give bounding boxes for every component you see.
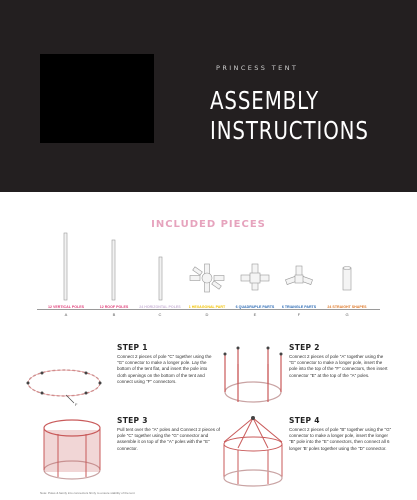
pieces-divider	[37, 309, 380, 310]
part-label-f: 6 TRIANGLE PARTS	[281, 305, 317, 309]
part-label-b: 12 ROOF POLES	[99, 305, 129, 309]
part-letter-d: D	[205, 312, 209, 317]
step-1-diagram	[22, 355, 108, 407]
step-4-diagram	[218, 414, 288, 490]
title-line-1: ASSEMBLY	[210, 86, 320, 115]
part-b-roof-pole-icon	[112, 240, 115, 300]
step-4-text: Connect 2 pieces of pole "B" together using the "G" connector to make a longer pole, insert the longer "B" pole into the "E" connectors, then connect all 6 longer 'B' poles together using the "D" connector.	[289, 427, 392, 451]
step-2-diagram	[218, 340, 288, 410]
part-label-e: 6 QUADRUPLE PARTS	[235, 305, 275, 309]
product-subtitle: PRINCESS TENT	[216, 64, 299, 72]
title-line-2: INSTRUCTIONS	[210, 116, 369, 145]
part-label-g: 24 STRAIGHT SHAPES	[327, 305, 367, 309]
header-banner	[0, 0, 417, 192]
step-2-text: Connect 2 pieces of pole "A" together using the "G" connector to make a longer pole, insert the pole into the top of the "F" connectors, then insert connector "E" at the top of the "A" poles.	[289, 354, 388, 378]
step-4-title: STEP 4	[289, 416, 320, 425]
part-letter-e: E	[253, 312, 257, 317]
step-2-title: STEP 2	[289, 343, 320, 352]
step-1-text: Connect 2 pieces of pole "C" together using the "G" connector to make a longer pole. Lay the bottom of the tent flat, and insert the pole into cloth openings on the bottom of the tent and connect using "F" connectors.	[117, 354, 212, 384]
part-letter-b: B	[112, 312, 116, 317]
brand-logo-placeholder	[40, 54, 154, 143]
part-g-straight-connector-icon	[343, 267, 351, 291]
part-e-quadruple-connector-icon	[241, 264, 269, 290]
footer-note: Note: Poles & family into connectors firmly to ensure stability of the tent	[40, 491, 135, 495]
part-letter-f: F	[297, 312, 301, 317]
part-letter-c: C	[158, 312, 162, 317]
part-letter-a: A	[64, 312, 68, 317]
parts-illustration	[0, 228, 417, 308]
part-a-vertical-pole-icon	[64, 233, 67, 300]
part-label-d: 1 HEXAGONAL PART	[188, 305, 226, 309]
part-d-hexagonal-connector-icon	[190, 264, 224, 292]
part-c-horizontal-pole-icon	[159, 257, 162, 300]
part-f-triangle-connector-icon	[285, 266, 312, 285]
step-1-title: STEP 1	[117, 343, 148, 352]
step-3-text: Pull tent over the "A" poles and Connect 2 pieces of pole "C" together using the "G" connector and assemble it on top of the "A" poles with the "E" connector.	[117, 427, 221, 451]
step-3-diagram	[40, 414, 120, 486]
step-3-title: STEP 3	[117, 416, 148, 425]
part-label-a: 12 VERTICAL POLES	[47, 305, 85, 309]
part-label-c: 24 HORIZONTAL POLES	[139, 305, 181, 309]
included-pieces-heading: INCLUDED PIECES	[151, 219, 266, 230]
page-title	[210, 86, 386, 146]
svg-text:F: F	[75, 402, 78, 407]
part-letter-g: G	[345, 312, 349, 317]
